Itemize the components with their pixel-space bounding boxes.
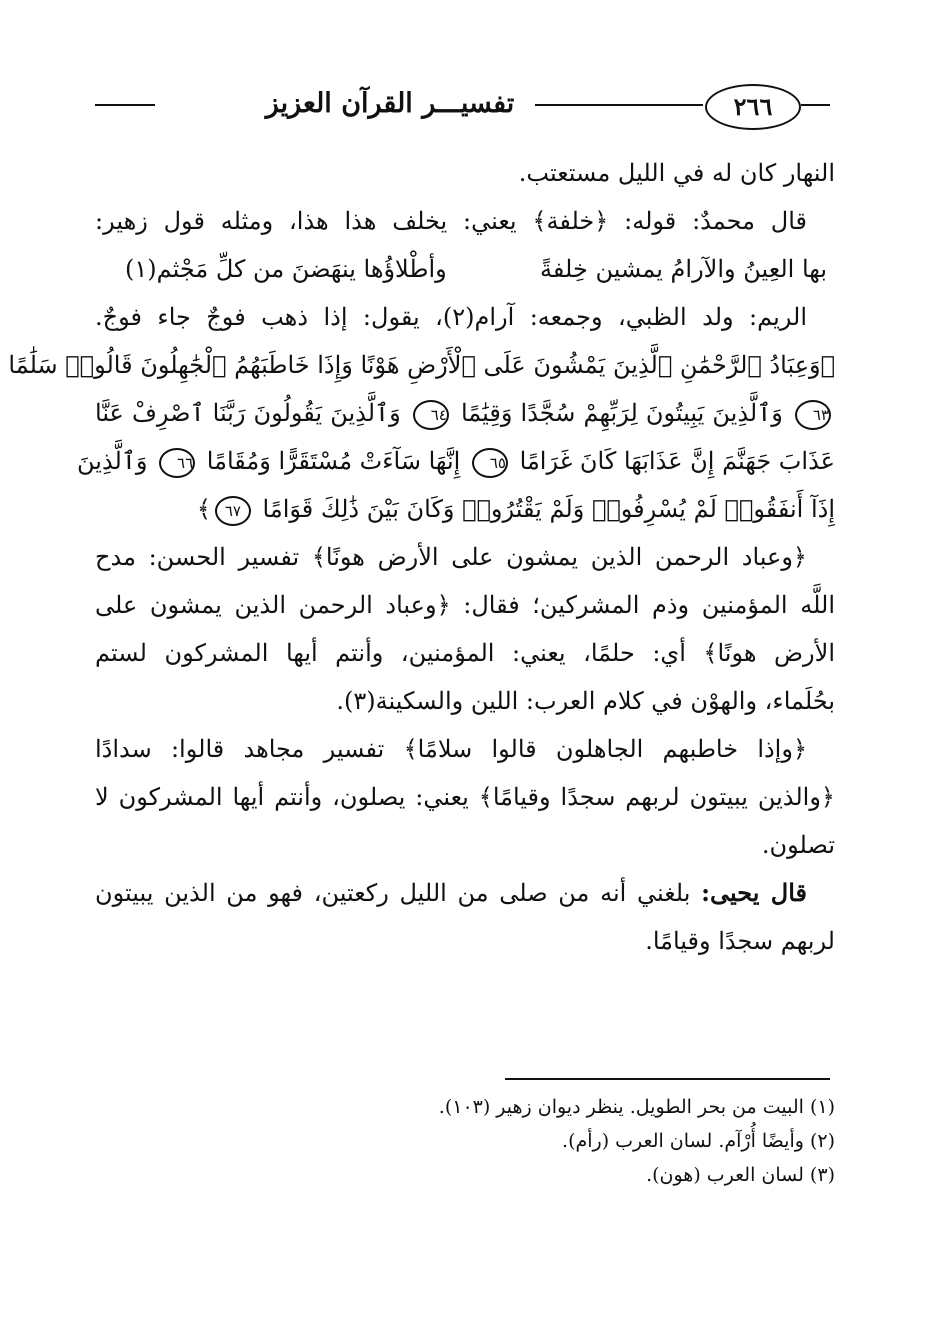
text-line: ﴿وإذا خاطبهم الجاهلون قالوا سلامًا﴾ تفسير مجاهد قالوا: سدادًا [95,735,807,763]
verse-number: ٦٥ [472,448,508,478]
quran-close-bracket: ﴾ [196,495,211,523]
header-rule-left [95,104,155,106]
quran-text: وَٱلَّذِينَ يَبِيتُونَ لِرَبِّهِمْ سُجَّدًا وَقِيَٰمًا [460,399,783,427]
poem-verse [95,246,835,294]
footnote: (١) البيت من بحر الطويل. ينظر ديوان زهير (١٠٣). [438,1096,835,1118]
header-rule-middle [535,104,703,106]
footnote-separator [505,1078,830,1080]
running-title: تفسيـــر القرآن العزيز [265,88,515,119]
quran-text: إِنَّهَا سَآءَتْ مُسْتَقَرًّا وَمُقَامًا [206,447,461,475]
quran-text: إِذَآ أَنفَقُوا۟ لَمْ يُسْرِفُوا۟ وَلَمْ يَقْتُرُوا۟ وَكَانَ بَيْنَ ذَٰلِكَ قَوَامًا [262,495,835,523]
page-number: ٢٦٦ [705,84,801,130]
poem-hemistich-left: وأطْلاؤُها ينهَضنَ من كلِّ مَجْثم(١) [125,255,447,283]
quran-text: عَذَابَ جَهَنَّمَ إِنَّ عَذَابَهَا كَانَ غَرَامًا [519,447,835,475]
poem-hemistich-right: بها العِينُ والآرامُ يمشين خِلفةً [540,255,827,283]
footnote: (٣) لسان العرب (هون). [646,1164,835,1186]
text-line: ﴿والذين يبيتون لربهم سجدًا وقيامًا﴾ يعني: يصلون، وأنتم أيها المشركون لا [95,783,835,811]
text-line [95,870,835,918]
text-line: لربهم سجدًا وقيامًا. [645,927,835,955]
main-text [8,150,836,966]
text-line: قال محمدٌ: قوله: ﴿خلفة﴾ يعني: يخلف هذا هذا، ومثله قول زهير: [95,207,808,235]
speaker-text: بلغني أنه من صلى من الليل ركعتين، فهو من الذين يبيتون [95,879,691,907]
verse-number: ٦٦ [159,448,195,478]
verse-number: ٦٣ [795,400,831,430]
text-line: اللَّه المؤمنين وذم المشركين؛ فقال: ﴿وعباد الرحمن الذين يمشون على [95,591,835,619]
quran-text: وَٱلَّذِينَ يَقُولُونَ رَبَّنَا ٱصْرِفْ عَنَّا [95,399,401,427]
header-rule-right [801,104,830,106]
verse-number: ٦٤ [413,400,449,430]
text-line: ﴿وعباد الرحمن الذين يمشون على الأرض هونًا﴾ تفسير الحسن: مدح [95,543,807,571]
page-header [95,78,830,138]
footnotes [95,1090,835,1192]
quran-line [95,486,835,534]
text-line: الأرض هونًا﴾ أي: حلمًا، يعني: المؤمنين، وأنتم أيها المشركون لستم [95,639,836,667]
quran-line [95,390,835,438]
verse-number: ٦٧ [215,496,251,526]
text-line: بحُلَماء، والهوْن في كلام العرب: اللين والسكينة(٣). [336,687,835,715]
quran-text: وَٱلَّذِينَ [77,447,148,475]
text-line: تصلون. [761,831,835,859]
quran-line: ﴿وَعِبَادُ ٱلرَّحْمَٰنِ ٱلَّذِينَ يَمْشُونَ عَلَى ٱلْأَرْضِ هَوْنًا وَإِذَا خَاطَبَهُمُ ٱلْجَٰهِلُونَ قَالُوا۟ سَلَٰمًا [8,351,835,379]
speaker-label: قال يحيى: [701,878,807,907]
text-line: الريم: ولد الظبي، وجمعه: آرام(٢)، يقول: إذا ذهب فوجٌ جاء فوجٌ. [95,303,807,331]
footnote: (٢) وأيضًا أُرْآم. لسان العرب (رأم). [562,1130,835,1152]
text-line: النهار كان له في الليل مستعتب. [518,159,835,187]
quran-line [77,438,835,486]
